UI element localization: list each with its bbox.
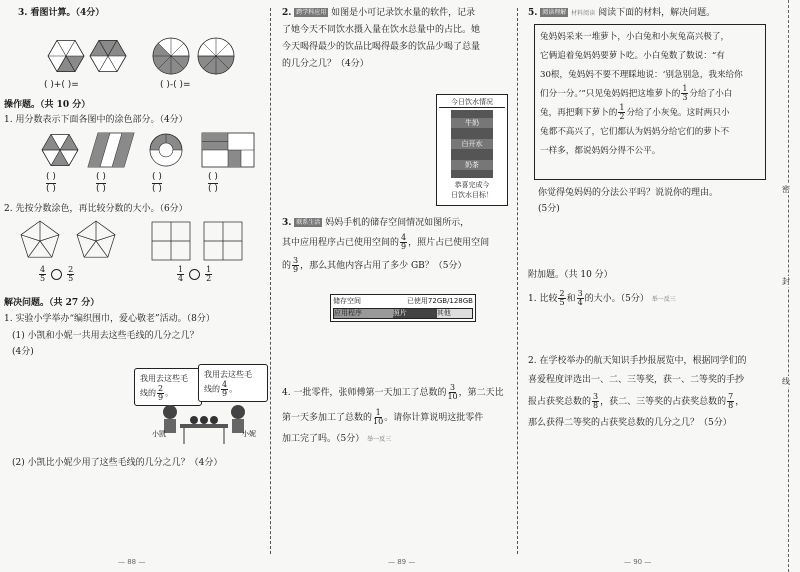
drink-milk: 牛奶 xyxy=(451,118,493,128)
water-card-caption-2: 日饮水目标！ xyxy=(451,191,493,199)
fraction: $\frac{4}{5}$ xyxy=(40,265,46,283)
q3-title: 3. 看图计算。（4分） xyxy=(18,8,105,18)
storage-seg-photos: 照片 xyxy=(393,309,437,318)
mid-q3: 3. 联系生活 妈妈手机的储存空间情况如图所示， 其中应用程序占已使用空间的 $\frac{4}{9}$ ，照片占已使用空间 的 $\frac{3}{9}$ ，那么其他内容占用了多少 GB？（5分） xyxy=(282,218,490,274)
kids-knitting-illustration xyxy=(150,402,260,448)
water-intake-card xyxy=(436,94,508,206)
op-q1-answer-1: ( ) ( ) xyxy=(46,172,56,194)
storage-seg-apps: 应用程序 xyxy=(334,309,393,318)
compare-circle[interactable] xyxy=(51,269,62,280)
right-page xyxy=(520,0,780,572)
left-page xyxy=(0,0,268,572)
mid-q2: 2. 跨学科应用 如图是小可记录饮水量的软件，记录 了她今天不同饮水摄入量在饮水总量中的占比。她 今天喝得最少的饮品比喝得最多的饮品少喝了总量 的几分之几？（4分） xyxy=(282,8,481,69)
storage-bar xyxy=(333,308,473,319)
tag-sub-label: 材料阅读 xyxy=(571,10,596,17)
storage-used: 已使用72GB/128GB xyxy=(406,297,473,305)
tip-label: 举一反三 xyxy=(651,296,676,303)
right-q5-ask: 你觉得兔妈妈的分法公平吗？说说你的理由。 xyxy=(538,188,719,198)
fraction: $\frac{2}{5}$ xyxy=(68,265,74,283)
page-number-left: — 88 — xyxy=(118,558,146,566)
section-operation-title: 操作题。（共 10 分） xyxy=(4,100,91,110)
right-q5-intro: 5. 阅读理解 材料阅读 阅读下面的材料，解决问题。 xyxy=(528,8,716,18)
page-number-middle: — 89 — xyxy=(388,558,416,566)
right-q5-score: (5分) xyxy=(538,204,560,214)
op-q2-compare-2 xyxy=(176,266,213,283)
water-card-caption-1: 恭喜完成今 xyxy=(454,181,490,189)
hexagon-fraction-figure xyxy=(44,36,134,78)
q3-equation-sub: ( )-( )= xyxy=(160,80,191,90)
tag-label: 阅读理解 xyxy=(542,9,567,16)
extra-title: 附加题。（共 10 分） xyxy=(528,270,613,280)
op-q2-compare-1 xyxy=(38,266,75,283)
extra-q2: 2. 在学校举办的航天知识手抄报展览中，根据同学们的 喜爱程度评选出一、二、三等奖，获一、二等奖的手抄 报占获奖总数的 $\frac{3}{8}$ ，获二、三等奖的占获奖总数的 $\frac{7}{8}$ ， 那么获得二等奖的占获奖总数的几分之几？（5分） xyxy=(528,356,747,428)
speech-bubble-xiaokai: 我用去这些毛 线的 $\frac{2}{9}$ 。 xyxy=(134,368,202,406)
tip-label: 举一反三 xyxy=(367,436,392,443)
q3-equation-add: ( )+( )= xyxy=(44,80,79,90)
seal-line-margin xyxy=(780,0,796,572)
solve-q1-part1-score: (4分) xyxy=(12,347,34,357)
tag-label: 跨学科应用 xyxy=(296,9,327,16)
tag-label: 联系生活 xyxy=(296,219,321,226)
circle-fraction-figure xyxy=(150,36,240,78)
op-q1-title: 1. 用分数表示下面各图中的涂色部分。（4分） xyxy=(4,115,188,125)
drink-water: 白开水 xyxy=(451,139,493,149)
water-card-title: 今日饮水情况 xyxy=(439,97,505,108)
seal-char-2: 封 xyxy=(782,277,790,286)
water-drink-bar xyxy=(451,110,493,178)
solve-q1-title: 1. 实验小学举办“编织围巾，爱心敬老”活动。（8分） xyxy=(4,314,215,324)
solve-q1-part2: (2) 小凯比小妮少用了这些毛线的几分之几？（4分） xyxy=(12,458,223,468)
drink-milk-tea: 奶茶 xyxy=(451,160,493,170)
op-q1-answer-3: ( ) ( ) xyxy=(152,172,162,194)
op-q1-shapes xyxy=(40,131,260,171)
seal-char-1: 密 xyxy=(782,185,790,194)
storage-seg-other: 其他 xyxy=(437,309,472,318)
speech-bubble-xiaoni: 我用去这些毛 线的 $\frac{4}{9}$ 。 xyxy=(198,364,268,402)
story-box: 兔妈妈采来一堆萝卜，小白兔和小灰兔高兴极了， 它俩追着兔妈妈要萝卜吃。小白兔数了数说：“有 30根，兔妈妈不要不理睬地说：‘别急别急，我来给你 们分一分。’”只见兔妈妈把这堆萝卜的 $\frac{1}{3}$ 分给了小白 兔，再把剩下萝卜的 $\frac{1}{2}$ 分给了小灰兔。这时两只小 兔都不高兴了，它们都认为妈妈分给它们的萝卜不 一样多，都说妈妈分得不公平。 xyxy=(534,24,766,180)
kid-label-xiaoni: 小妮 xyxy=(242,430,256,438)
mid-q4: 4. 一批零件，张师傅第一天加工了总数的 $\frac{3}{10}$ ，第二天比 第一天多加工了总数的 $\frac{1}{10}$ 。请你计算说明这批零件 加工完了吗。（5分） 举一反三 xyxy=(282,383,504,444)
storage-label: 储存空间 xyxy=(333,297,361,305)
compare-circle[interactable] xyxy=(189,269,200,280)
page-number-right: — 90 — xyxy=(624,558,652,566)
op-q2-shapes xyxy=(18,218,263,264)
op-q1-answer-2: ( ) ( ) xyxy=(96,172,106,194)
kid-label-xiaokai: 小凯 xyxy=(152,430,166,438)
middle-page xyxy=(268,0,520,572)
solve-q1-part1: (1) 小凯和小妮一共用去这些毛线的几分之几？ xyxy=(12,331,199,341)
op-q1-answer-4: ( ) ( ) xyxy=(208,172,218,194)
seal-char-3: 线 xyxy=(782,377,790,386)
section-solve-title: 解决问题。（共 27 分） xyxy=(4,298,100,308)
extra-q1: 1. 比较 $\frac{2}{5}$ 和 $\frac{3}{4}$ 的大小。（5分） 举一反三 xyxy=(528,289,676,307)
fraction: $\frac{1}{2}$ xyxy=(206,265,212,283)
fraction: $\frac{1}{4}$ xyxy=(178,265,184,283)
storage-card xyxy=(330,294,476,322)
op-q2-title: 2. 先按分数涂色，再比较分数的大小。（6分） xyxy=(4,204,188,214)
